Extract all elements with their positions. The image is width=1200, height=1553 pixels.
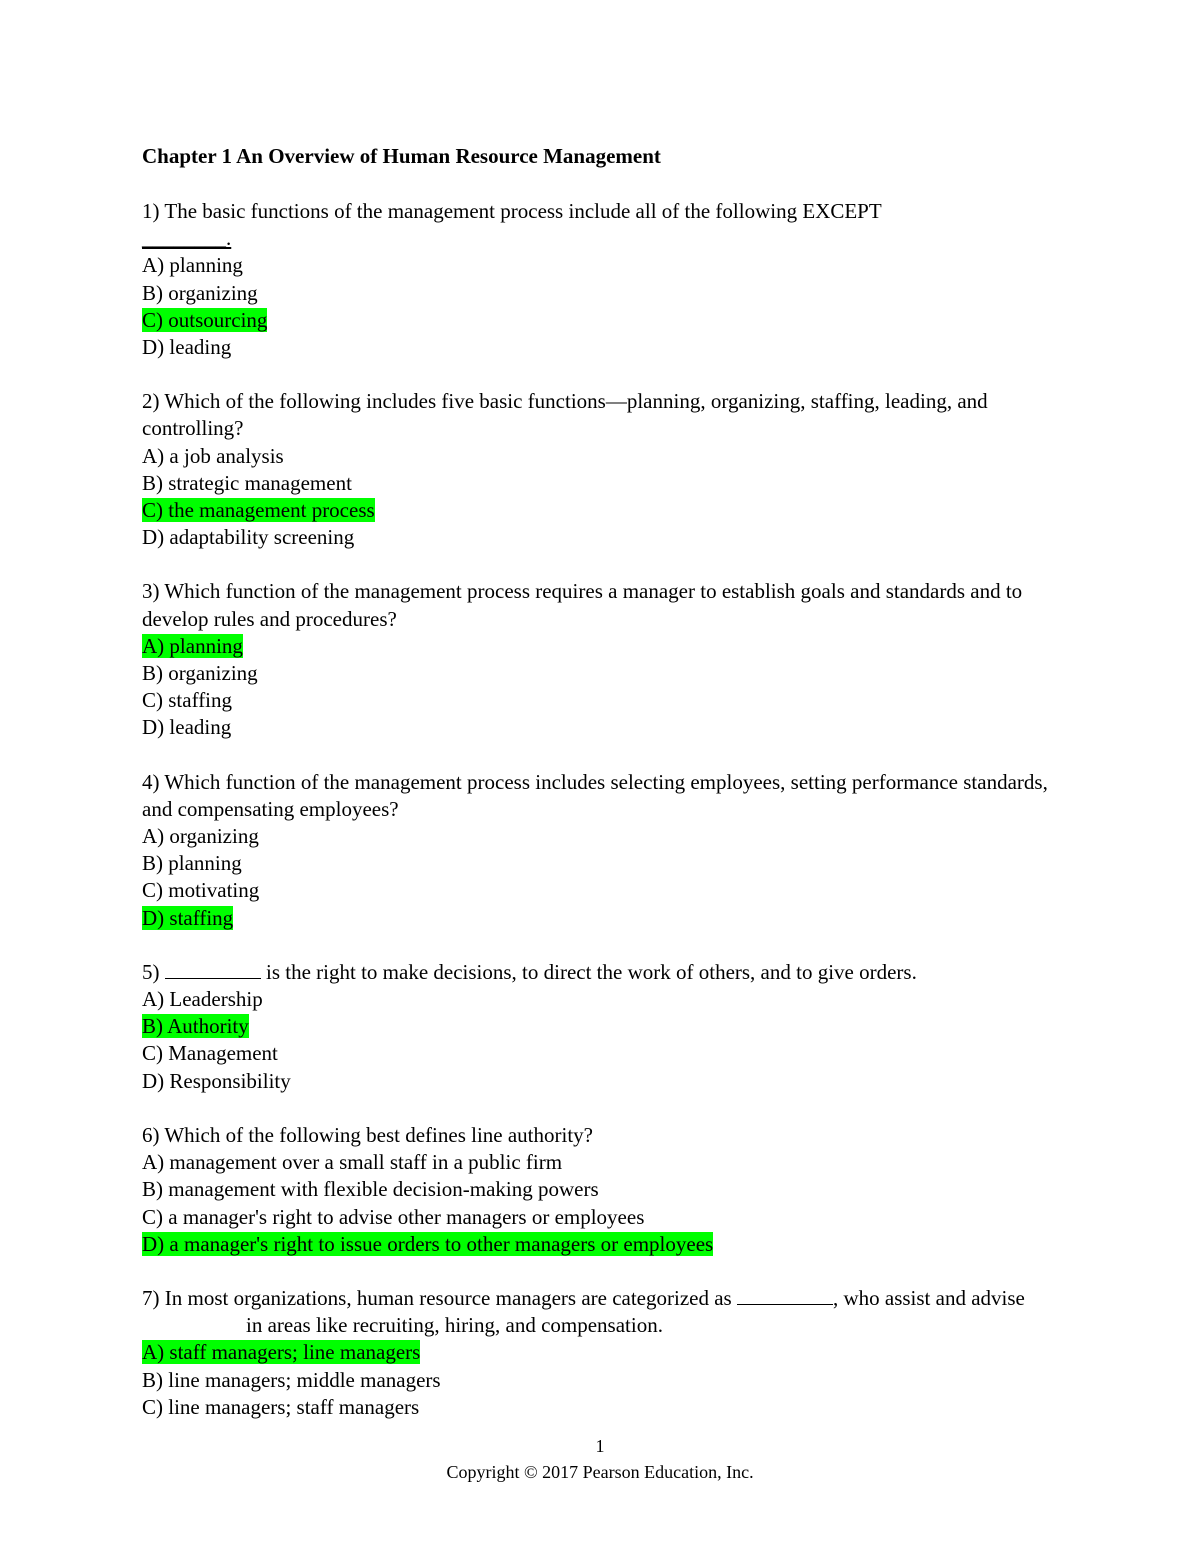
question-stem: 6) Which of the following best defines line authority? (142, 1122, 593, 1147)
answer-option: C) a manager's right to advise other managers or employees (142, 1204, 645, 1229)
answer-blank: ________. (142, 226, 232, 251)
answer-option: A) Leadership (142, 987, 263, 1012)
answer-option: D) Responsibility (142, 1068, 291, 1093)
answer-option: B) line managers; middle managers (142, 1367, 441, 1392)
answer-option: B) strategic management (142, 470, 352, 495)
answer-option: B) organizing (142, 280, 258, 305)
answer-option-correct: B) Authority (142, 1014, 249, 1039)
answer-option: D) adaptability screening (142, 525, 355, 550)
answer-option: A) a job analysis (142, 443, 284, 468)
answer-option: C) motivating (142, 878, 260, 903)
copyright-notice: Copyright © 2017 Pearson Education, Inc. (446, 1462, 754, 1482)
question-4 (142, 769, 1082, 932)
chapter-title: Chapter 1 An Overview of Human Resource Management (142, 144, 661, 168)
answer-blank (737, 1286, 833, 1305)
answer-option-correct: C) the management process (142, 498, 375, 523)
answer-option: B) management with flexible decision-making powers (142, 1177, 599, 1202)
document-page (142, 140, 1082, 1448)
answer-blank (165, 960, 261, 979)
answer-option-correct: A) staff managers; line managers (142, 1340, 421, 1365)
answer-option: A) management over a small staff in a public firm (142, 1150, 563, 1175)
question-stem: 4) Which function of the management process includes selecting employees, setting performance standards, and compensating employees? (142, 769, 1048, 821)
question-stem: 1) The basic functions of the management process include all of the following EXCEPT ________. (142, 199, 882, 251)
page-number: 1 (595, 1436, 605, 1456)
answer-option: A) organizing (142, 824, 259, 849)
question-1 (142, 198, 1082, 361)
question-7 (142, 1285, 1082, 1421)
answer-option-correct: D) a manager's right to issue orders to other managers or employees (142, 1231, 714, 1256)
answer-option: C) Management (142, 1041, 278, 1066)
question-3 (142, 578, 1082, 741)
question-2 (142, 388, 1082, 551)
question-stem: 7) In most organizations, human resource managers are categorized as , who assist and advisein areas like recruiting, hiring, and compensation. (142, 1285, 1025, 1338)
answer-option: C) staffing (142, 688, 233, 713)
answer-option-correct: D) staffing (142, 905, 234, 930)
question-5 (142, 959, 1082, 1095)
answer-option-correct: A) planning (142, 633, 243, 658)
answer-option: B) organizing (142, 661, 258, 686)
answer-option: C) line managers; staff managers (142, 1394, 420, 1419)
answer-option: D) leading (142, 335, 232, 360)
question-stem: 5) is the right to make decisions, to direct the work of others, and to give orders. (142, 959, 917, 984)
answer-option-correct: C) outsourcing (142, 307, 268, 332)
question-stem: 3) Which function of the management process requires a manager to establish goals and standards and to develop rules and procedures? (142, 579, 1023, 631)
answer-option: A) planning (142, 253, 243, 278)
answer-option: D) leading (142, 715, 232, 740)
answer-option: B) planning (142, 851, 242, 876)
question-6 (142, 1122, 1082, 1258)
question-stem: 2) Which of the following includes five basic functions—planning, organizing, staffing, leading, and controlling? (142, 389, 988, 441)
